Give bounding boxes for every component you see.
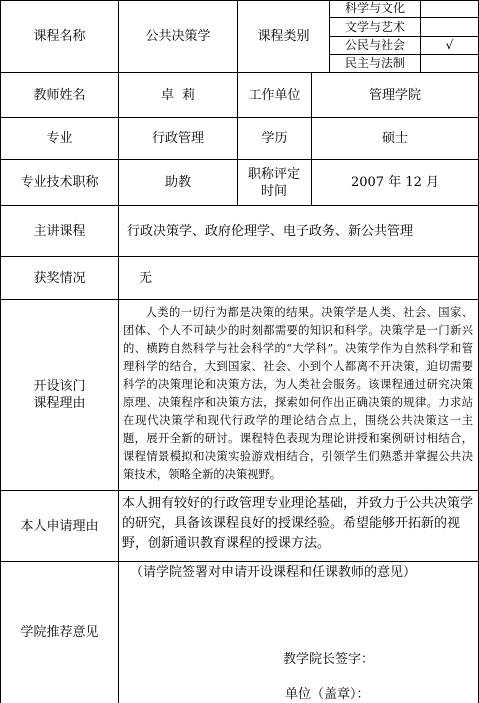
main-courses-label: 主讲课程 <box>33 223 86 239</box>
course-category-label: 课程类别 <box>257 29 310 44</box>
personal-reason-text: 本人拥有较好的行政管理专业理论基础，并致力于公共决策学的研究，具备该课程良好的授课经验。希望能够开拓新的视野，创新通识教育课程的授课方法。 <box>122 496 474 551</box>
personal-reason-label: 本人申请理由 <box>20 518 99 534</box>
title-date-label: 职称评定时间 <box>247 166 300 199</box>
category-label-literature-art: 文学与艺术 <box>344 19 405 34</box>
awards-label: 获奖情况 <box>33 270 86 286</box>
category-label-citizen-society: 公民与社会 <box>344 38 405 52</box>
main-courses-value: 行政决策学、政府伦理学、电子政务、新公共管理 <box>127 223 414 239</box>
dean-signature-label: 教学院长签字： <box>283 651 375 667</box>
category-check-citizen-society: √ <box>445 38 454 52</box>
title-label: 专业技术职称 <box>20 175 99 190</box>
title-date-value: 2007 年 12 月 <box>350 175 440 190</box>
category-label-democracy-law: 民主与法制 <box>344 56 405 70</box>
work-unit-value: 管理学院 <box>368 87 421 103</box>
course-name-value: 公共决策学 <box>145 29 211 44</box>
reason-text-block <box>123 304 473 484</box>
reason-text: 人类的一切行为都是决策的结果。决策学是人类、社会、国家、团体、个人不可缺少的时刻都需要的知识和科学。决策学是一门新兴的、横跨自然科学与社会科学的“大学科”。决策学作为自然科学和管理科学的结合，大到国家、社会、小到个人都离不开决策，迫切需要科学的决策理论和决策方法，为人类社会服务。该课程通过研究决策原理、决策程序和决策方法，探索如何作出正确决策的规律。力求站在现代决策学和现代行政学的理论结合点上，围绕公共决策这一主题，展开全新的研讨。课程特色表现为理论讲授和案例研讨相结合，课程情景模拟和决策实验游戏相结合，引领学生们熟悉并掌握公共决策技术，领略全新的决策视野。 <box>123 306 473 481</box>
title-value: 助教 <box>164 175 191 190</box>
category-mark-science-culture <box>421 0 478 17</box>
education-value: 硕士 <box>381 131 408 146</box>
category-label-science-culture: 科学与文化 <box>344 1 405 15</box>
education-label: 学历 <box>261 131 288 146</box>
unit-seal-label: 单位（盖章）： <box>285 686 370 702</box>
awards-value: 无 <box>139 270 153 286</box>
category-mark-democracy-law <box>421 55 478 72</box>
work-unit-label: 工作单位 <box>248 87 301 103</box>
college-recommendation-label: 学院推荐意见 <box>20 625 99 640</box>
major-label: 专业 <box>46 131 73 146</box>
category-mark-literature-art <box>421 18 478 36</box>
major-value: 行政管理 <box>151 131 204 146</box>
teacher-name-value: 卓 莉 <box>160 87 196 103</box>
teacher-name-label: 教师姓名 <box>33 87 86 103</box>
college-instruction: （请学院签署对申请开设课程和任课教师的意见） <box>130 564 417 580</box>
course-name-label: 课程名称 <box>33 29 86 44</box>
reason-label <box>1 300 118 490</box>
reason-label-text: 开设该门课程理由 <box>33 379 86 411</box>
